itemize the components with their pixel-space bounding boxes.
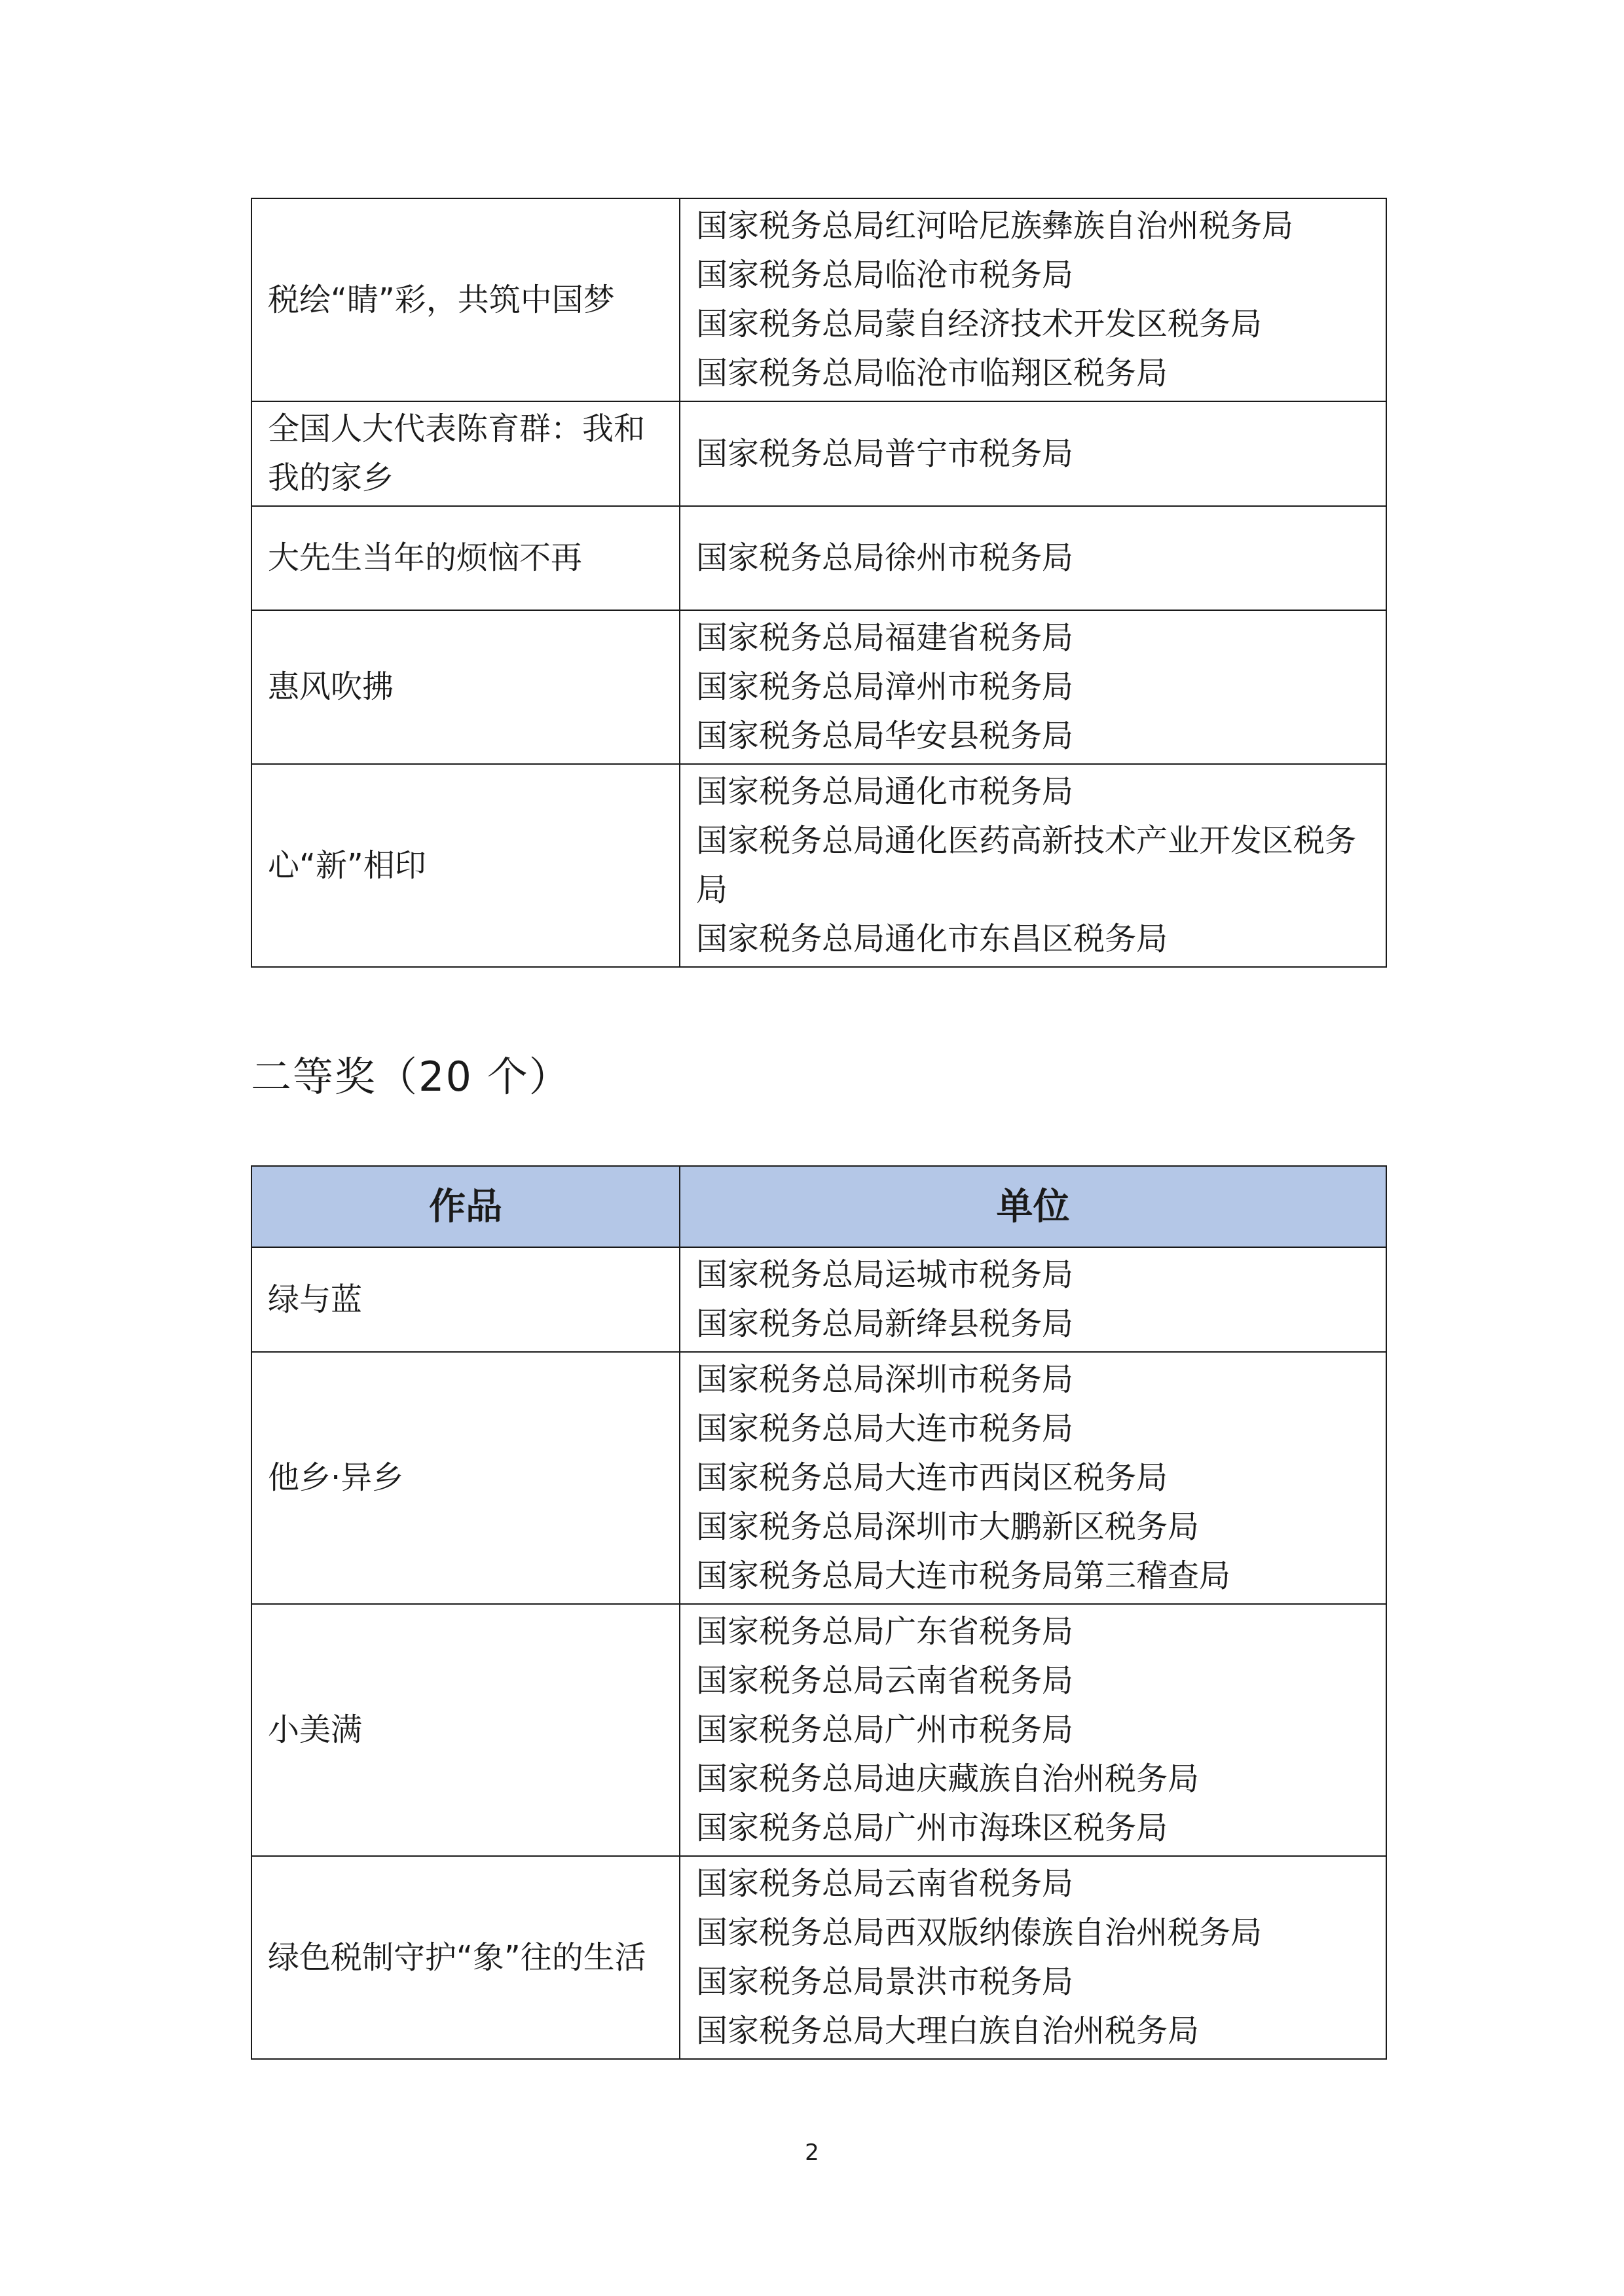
unit-line: 国家税务总局广州市税务局 (696, 1711, 1074, 1748)
unit-line: 国家税务总局广州市海珠区税务局 (696, 1810, 1168, 1846)
table-row (251, 610, 1386, 764)
unit-cell (680, 401, 1386, 506)
unit-cell (680, 764, 1386, 967)
unit-cell (680, 1604, 1386, 1856)
unit-line: 国家税务总局西双版纳傣族自治州税务局 (696, 1914, 1263, 1951)
unit-line: 国家税务总局临沧市税务局 (696, 257, 1074, 293)
continued-award-table (251, 198, 1387, 968)
unit-line: 国家税务总局云南省税务局 (696, 1662, 1074, 1699)
work-cell: 全国人大代表陈育群：我和我的家乡 (251, 401, 680, 506)
table-row (251, 1352, 1386, 1604)
work-cell: 他乡·异乡 (251, 1352, 680, 1604)
table-row (251, 764, 1386, 967)
unit-line: 国家税务总局福建省税务局 (696, 619, 1074, 656)
unit-line: 国家税务总局大连市西岗区税务局 (696, 1459, 1168, 1496)
unit-line: 国家税务总局大理白族自治州税务局 (696, 2013, 1200, 2049)
unit-line: 国家税务总局深圳市大鹏新区税务局 (696, 1508, 1200, 1545)
unit-line: 国家税务总局临沧市临翔区税务局 (696, 355, 1168, 392)
unit-cell (680, 506, 1386, 610)
column-header-work: 作品 (251, 1166, 680, 1247)
unit-line: 国家税务总局大连市税务局 (696, 1410, 1074, 1447)
unit-line: 国家税务总局通化市税务局 (696, 773, 1074, 810)
unit-line: 国家税务总局普宁市税务局 (696, 435, 1074, 472)
table-row (251, 198, 1386, 401)
unit-line: 国家税务总局大连市税务局第三稽查局 (696, 1558, 1231, 1594)
unit-line: 国家税务总局通化市东昌区税务局 (696, 920, 1168, 957)
unit-line: 国家税务总局新绛县税务局 (696, 1305, 1074, 1342)
unit-line: 国家税务总局华安县税务局 (696, 718, 1074, 754)
work-cell: 大先生当年的烦恼不再 (251, 506, 680, 610)
second-prize-table (251, 1165, 1387, 2060)
page-number: 2 (805, 2140, 819, 2166)
unit-line: 国家税务总局徐州市税务局 (696, 539, 1074, 576)
table-row (251, 401, 1386, 506)
unit-line: 国家税务总局红河哈尼族彝族自治州税务局 (696, 208, 1294, 244)
work-cell: 绿色税制守护“象”往的生活 (251, 1856, 680, 2059)
second-prize-heading: 二等奖（20 个） (251, 1053, 571, 1101)
unit-cell (680, 198, 1386, 401)
unit-cell (680, 1247, 1386, 1352)
unit-line: 国家税务总局广东省税务局 (696, 1613, 1074, 1650)
unit-line: 国家税务总局深圳市税务局 (696, 1361, 1074, 1398)
table-row (251, 1856, 1386, 2059)
work-cell: 税绘“睛”彩，共筑中国梦 (251, 198, 680, 401)
column-header-unit: 单位 (680, 1166, 1386, 1247)
work-cell: 绿与蓝 (251, 1247, 680, 1352)
table-header-row (251, 1166, 1386, 1247)
unit-line: 国家税务总局迪庆藏族自治州税务局 (696, 1760, 1200, 1797)
table-row (251, 1604, 1386, 1856)
unit-line: 国家税务总局蒙自经济技术开发区税务局 (696, 306, 1263, 342)
table-row (251, 506, 1386, 610)
unit-line: 国家税务总局运城市税务局 (696, 1256, 1074, 1293)
work-cell: 小美满 (251, 1604, 680, 1856)
unit-line: 国家税务总局漳州市税务局 (696, 668, 1074, 705)
table-row (251, 1247, 1386, 1352)
unit-line: 国家税务总局云南省税务局 (696, 1865, 1074, 1902)
unit-line: 国家税务总局景洪市税务局 (696, 1963, 1074, 2000)
unit-cell (680, 1856, 1386, 2059)
unit-line: 国家税务总局通化医药高新技术产业开发区税务局 (696, 822, 1357, 908)
work-cell: 惠风吹拂 (251, 610, 680, 764)
unit-cell (680, 610, 1386, 764)
unit-cell (680, 1352, 1386, 1604)
work-cell: 心“新”相印 (251, 764, 680, 967)
